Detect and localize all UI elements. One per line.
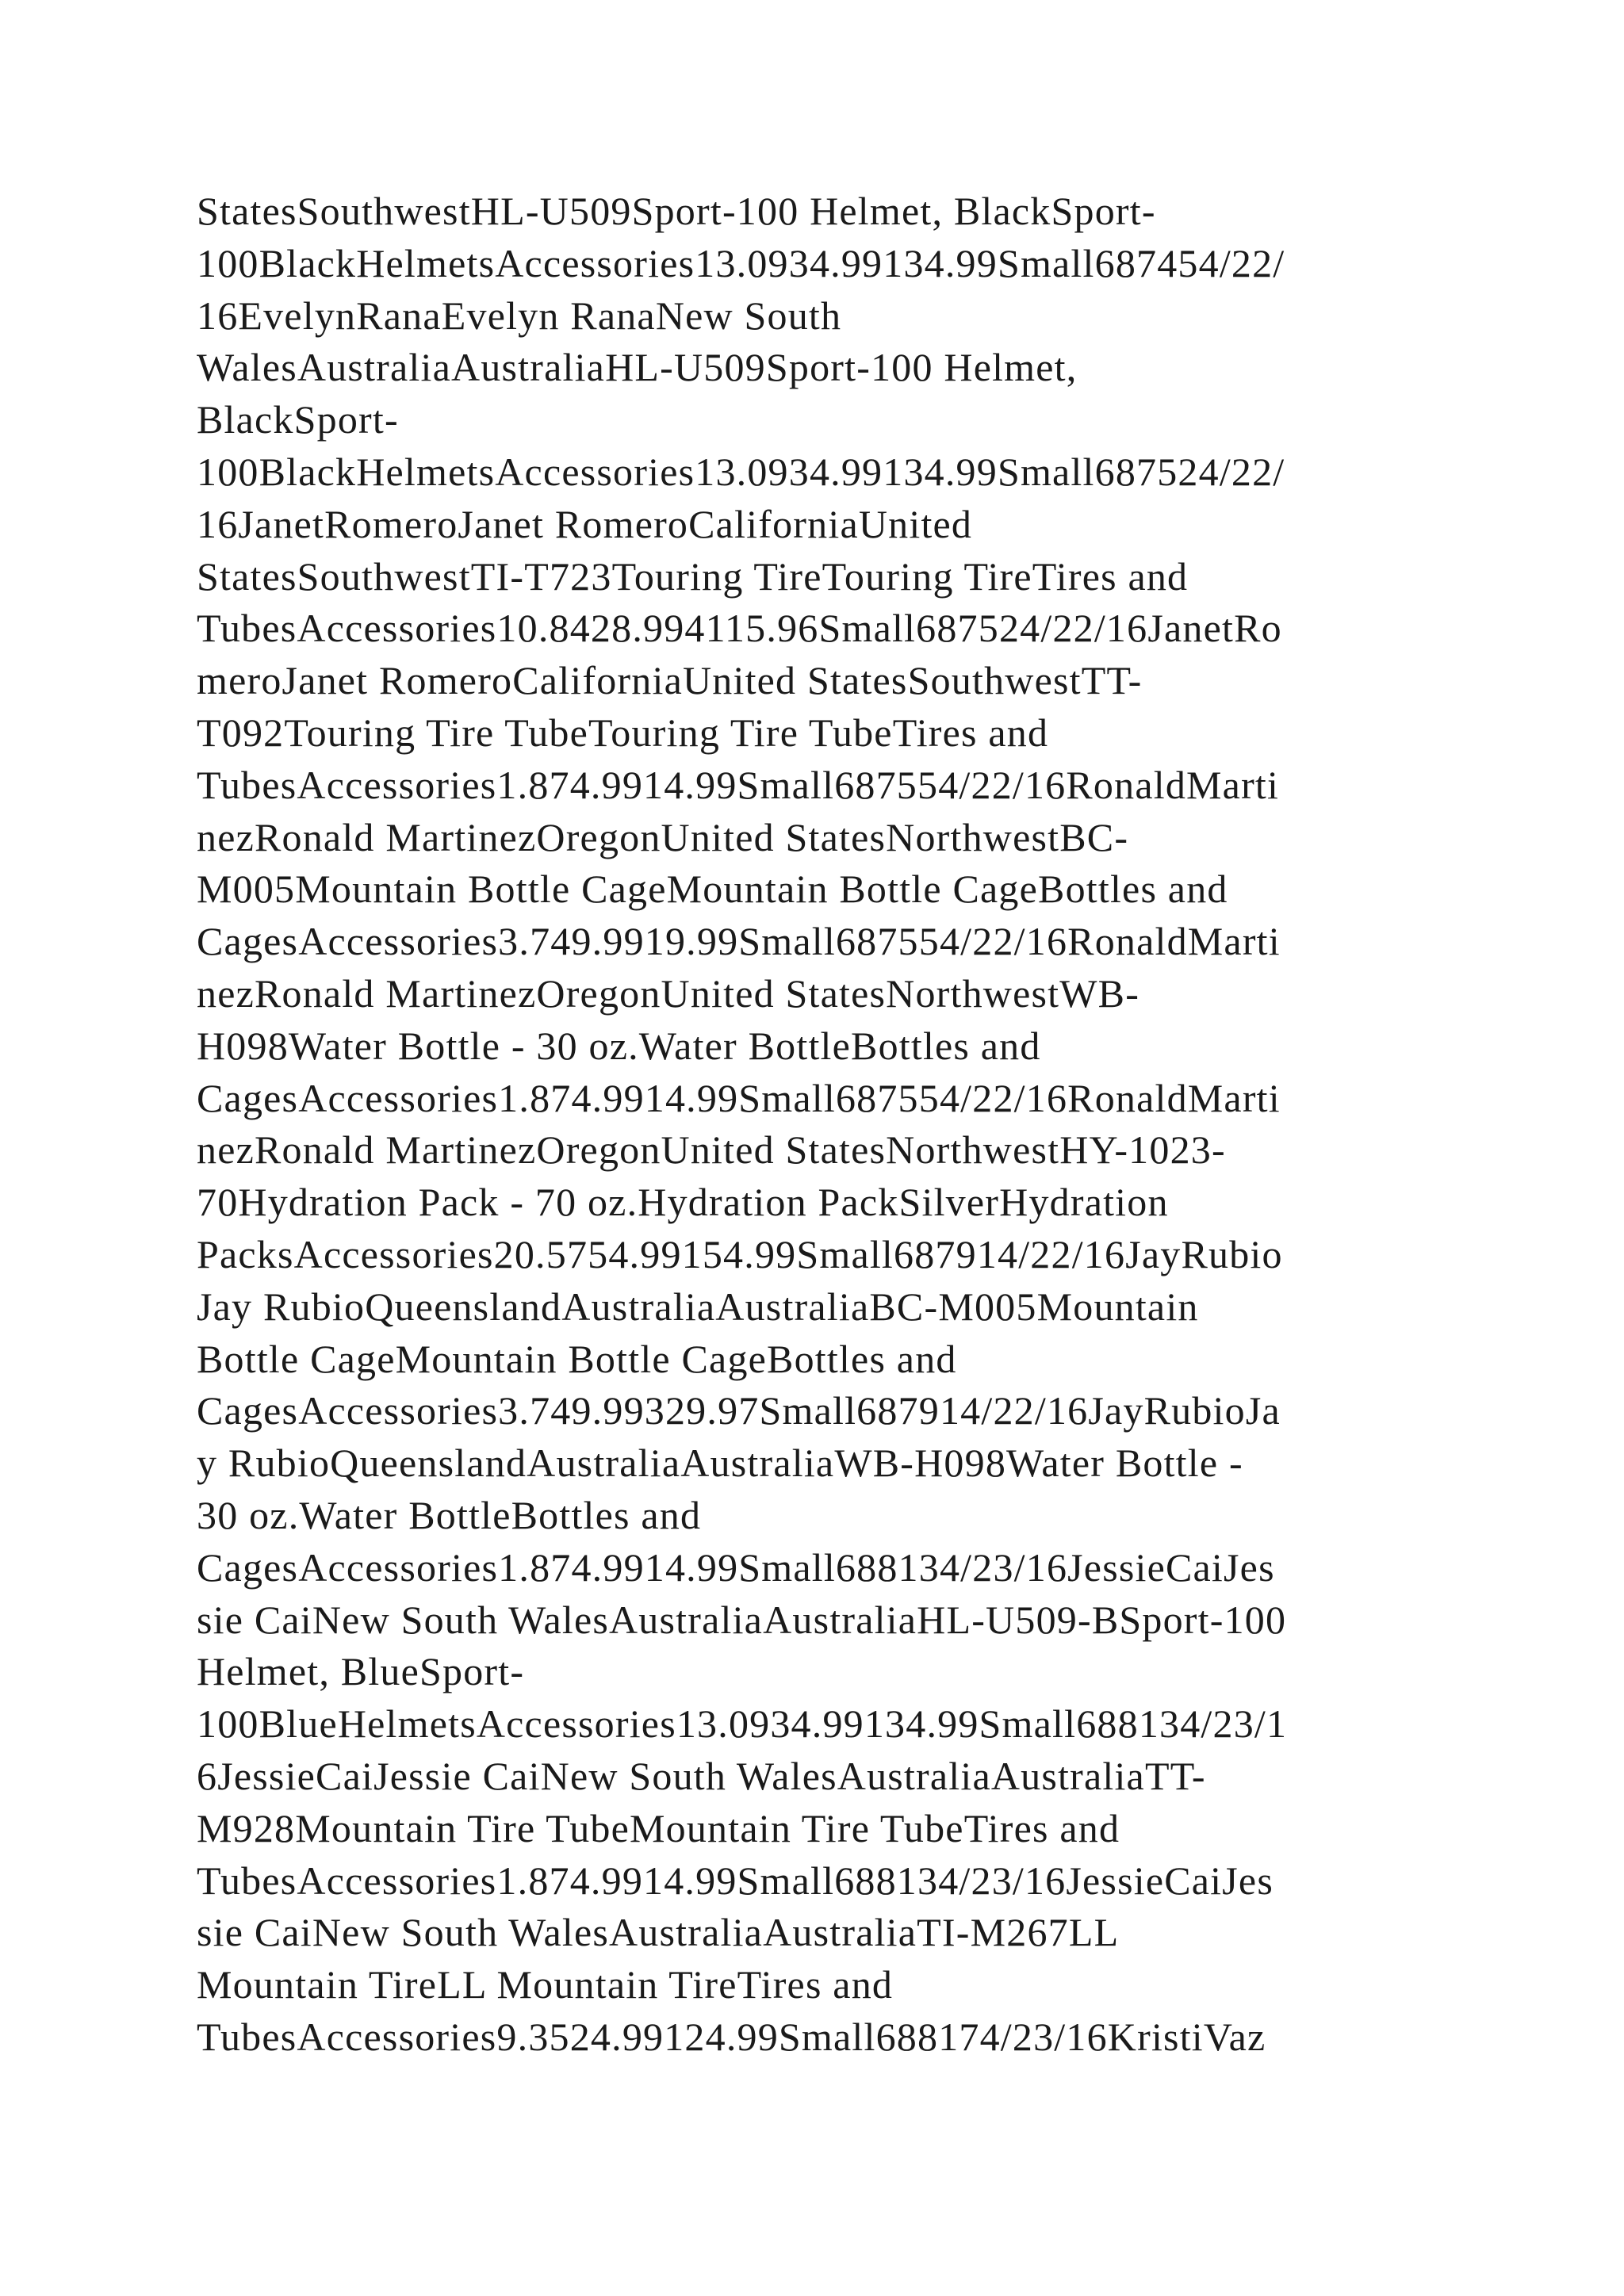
text-line-12: TubesAccessories1.874.9914.99Small687554/22/16RonaldMarti — [197, 762, 1280, 807]
text-line-15: CagesAccessories3.749.9919.99Small687554/22/16RonaldMarti — [197, 919, 1281, 964]
text-line-26: 30 oz.Water BottleBottles and — [197, 1492, 702, 1537]
text-line-5: BlackSport- — [197, 397, 399, 442]
text-line-6: 100BlackHelmetsAccessories13.0934.99134.99Small687524/22/ — [197, 449, 1285, 494]
text-line-29: Helmet, BlueSport- — [197, 1649, 525, 1694]
text-line-25: y RubioQueenslandAustraliaAustraliaWB-H098Water Bottle - — [197, 1441, 1243, 1486]
text-line-21: PacksAccessories20.5754.99154.99Small687914/22/16JayRubio — [197, 1231, 1283, 1276]
text-line-22: Jay RubioQueenslandAustraliaAustraliaBC-M005Mountain — [197, 1284, 1199, 1329]
text-line-1: StatesSouthwestHL-U509Sport-100 Helmet, BlackSport- — [197, 189, 1156, 233]
text-line-10: meroJanet RomeroCaliforniaUnited StatesSouthwestTT- — [197, 658, 1143, 703]
text-line-36: TubesAccessories9.3524.99124.99Small688174/23/16KristiVaz — [197, 2014, 1266, 2059]
text-line-24: CagesAccessories3.749.99329.97Small687914/22/16JayRubioJa — [197, 1388, 1281, 1433]
text-line-3: 16EvelynRanaEvelyn RanaNew South — [197, 293, 842, 338]
text-line-31: 6JessieCaiJessie CaiNew South WalesAustraliaAustraliaTT- — [197, 1753, 1206, 1798]
text-line-17: H098Water Bottle - 30 oz.Water BottleBottles and — [197, 1023, 1041, 1068]
text-line-34: sie CaiNew South WalesAustraliaAustraliaTI-M267LL — [197, 1910, 1120, 1955]
text-line-27: CagesAccessories1.874.9914.99Small688134/23/16JessieCaiJes — [197, 1544, 1275, 1590]
text-line-23: Bottle CageMountain Bottle CageBottles and — [197, 1336, 957, 1381]
text-line-13: nezRonald MartinezOregonUnited StatesNorthwestBC- — [197, 814, 1129, 859]
text-line-28: sie CaiNew South WalesAustraliaAustraliaHL-U509-BSport-100 — [197, 1597, 1287, 1642]
text-line-7: 16JanetRomeroJanet RomeroCaliforniaUnited — [197, 501, 973, 546]
text-line-4: WalesAustraliaAustraliaHL-U509Sport-100 Helmet, — [197, 345, 1078, 390]
text-line-9: TubesAccessories10.8428.994115.96Small687524/22/16JanetRo — [197, 606, 1282, 651]
text-line-32: M928Mountain Tire TubeMountain Tire TubeTires and — [197, 1805, 1120, 1850]
text-line-30: 100BlueHelmetsAccessories13.0934.99134.99Small688134/23/1 — [197, 1701, 1288, 1747]
text-line-20: 70Hydration Pack - 70 oz.Hydration PackSilverHydration — [197, 1180, 1169, 1225]
text-line-33: TubesAccessories1.874.9914.99Small688134/23/16JessieCaiJes — [197, 1858, 1274, 1903]
text-line-18: CagesAccessories1.874.9914.99Small687554/22/16RonaldMarti — [197, 1075, 1281, 1120]
document-text-block — [197, 186, 1481, 2064]
text-line-19: nezRonald MartinezOregonUnited StatesNorthwestHY-1023- — [197, 1127, 1226, 1173]
text-line-16: nezRonald MartinezOregonUnited StatesNorthwestWB- — [197, 970, 1140, 1016]
text-line-8: StatesSouthwestTI-T723Touring TireTouring TireTires and — [197, 553, 1189, 599]
text-line-2: 100BlackHelmetsAccessories13.0934.99134.99Small687454/22/ — [197, 240, 1285, 285]
text-line-11: T092Touring Tire TubeTouring Tire TubeTires and — [197, 710, 1049, 755]
text-line-35: Mountain TireLL Mountain TireTires and — [197, 1962, 894, 2007]
text-line-14: M005Mountain Bottle CageMountain Bottle CageBottles and — [197, 867, 1228, 912]
